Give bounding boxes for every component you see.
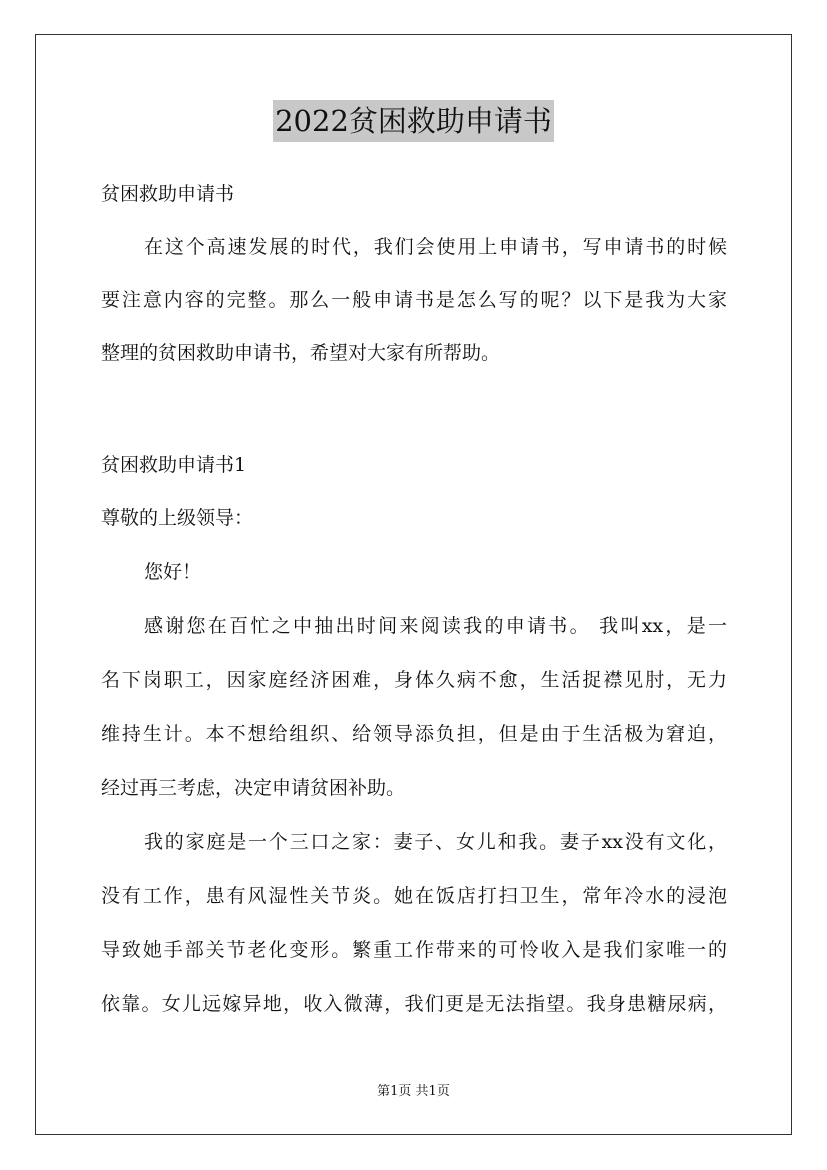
paragraph-line: 维持生计。本不想给组织、给领导添负担，但是由于生活极为窘迫， — [101, 723, 727, 745]
title-container — [0, 100, 827, 142]
salutation: 尊敬的上级领导： — [101, 507, 254, 529]
paragraph-line: 感谢您在百忙之中抽出时间来阅读我的申请书。 我叫xx，是一 — [144, 615, 727, 637]
paragraph-line: 我的家庭是一个三口之家：妻子、女儿和我。妻子xx没有文化， — [144, 831, 727, 853]
document-subtitle: 贫困救助申请书 — [101, 183, 235, 205]
paragraph-line: 没有工作，患有风湿性关节炎。她在饭店打扫卫生，常年冷水的浸泡 — [101, 885, 727, 907]
paragraph-line: 导致她手部关节老化变形。繁重工作带来的可怜收入是我们家唯一的 — [101, 939, 727, 961]
greeting: 您好！ — [144, 561, 202, 583]
intro-line: 在这个高速发展的时代，我们会使用上申请书，写申请书的时候 — [144, 236, 727, 258]
intro-line: 要注意内容的完整。那么一般申请书是怎么写的呢？以下是我为大家 — [101, 289, 727, 311]
page-footer: 第1页 共1页 — [377, 1084, 450, 1099]
paragraph-line: 名下岗职工，因家庭经济困难，身体久病不愈，生活捉襟见肘，无力 — [101, 669, 727, 691]
section-heading: 贫困救助申请书1 — [101, 454, 247, 476]
intro-line: 整理的贫困救助申请书，希望对大家有所帮助。 — [101, 342, 501, 364]
document-title: 2022贫困救助申请书 — [273, 100, 554, 142]
paragraph-line: 依靠。女儿远嫁异地，收入微薄，我们更是无法指望。我身患糖尿病， — [101, 993, 727, 1015]
paragraph-line: 经过再三考虑，决定申请贫困补助。 — [101, 777, 406, 799]
